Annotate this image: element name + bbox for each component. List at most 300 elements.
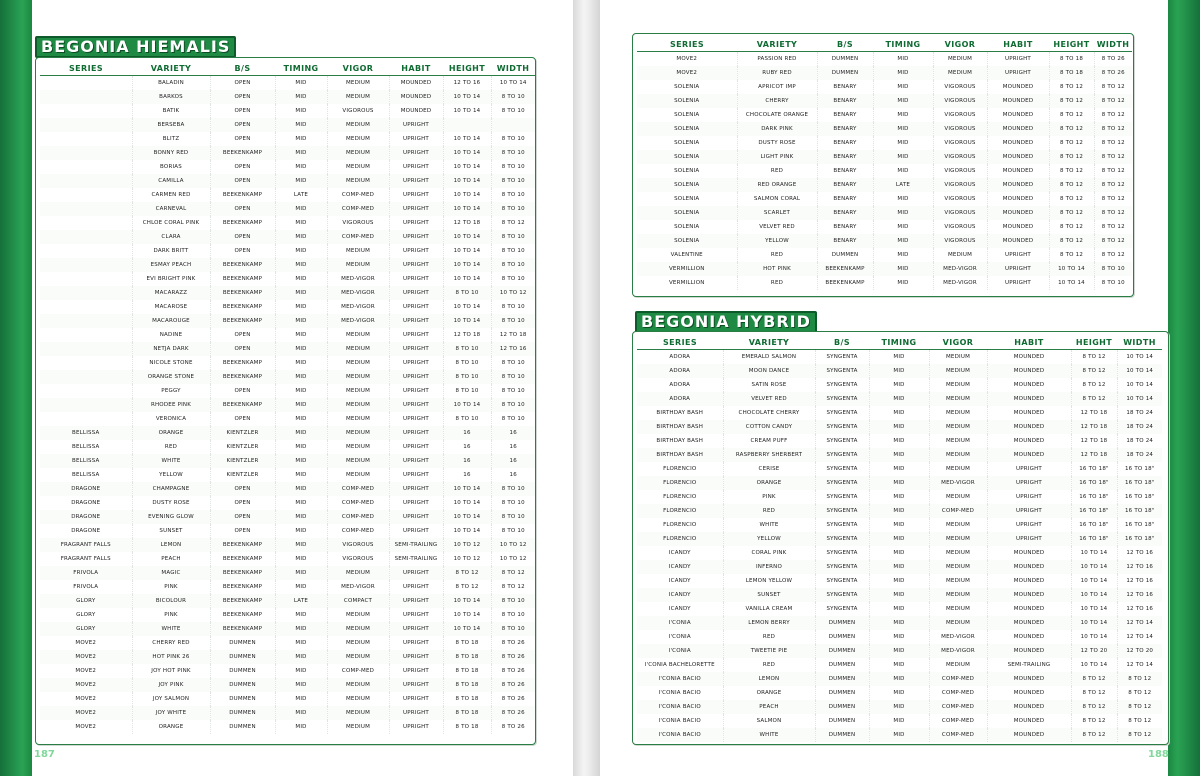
cell-breeder: BENARY [817, 192, 873, 206]
cell-habit: UPRIGHT [389, 132, 443, 146]
cell-timing: MID [869, 434, 929, 448]
right-page-edge [1168, 0, 1200, 776]
table-row [40, 286, 535, 300]
table-row [40, 230, 535, 244]
cell-height: 8 TO 18 [443, 720, 491, 734]
cell-breeder: BEEKENKAMP [210, 272, 275, 286]
cell-height: 10 TO 14 [1071, 658, 1117, 672]
cell-series: SOLENIA [637, 136, 737, 150]
cell-series: ICANDY [637, 588, 723, 602]
cell-habit: MOUNDED [987, 234, 1049, 248]
cell-vigor: MEDIUM [929, 434, 987, 448]
cell-habit: UPRIGHT [987, 532, 1071, 546]
cell-variety: WHITE [723, 728, 815, 742]
cell-vigor: COMP-MED [327, 188, 389, 202]
cell-breeder: DUMMEN [210, 650, 275, 664]
cell-breeder: DUMMEN [210, 692, 275, 706]
cell-height: 10 TO 14 [443, 594, 491, 608]
table-row [637, 700, 1162, 714]
cell-timing: MID [869, 588, 929, 602]
cell-breeder: OPEN [210, 328, 275, 342]
cell-series: GLORY [40, 622, 132, 636]
cell-variety: SATIN ROSE [723, 378, 815, 392]
cell-width: 8 TO 10 [501, 612, 525, 618]
column-header-vigor: VIGOR [327, 61, 389, 76]
cell-series [40, 356, 132, 370]
cell-habit: MOUNDED [987, 108, 1049, 122]
cell-variety: VERONICA [132, 412, 210, 426]
cell-width: 12 TO 16 [1117, 588, 1162, 602]
cell-vigor: VIGOROUS [933, 122, 987, 136]
cell-series: I'CONIA BACIO [637, 714, 723, 728]
cell-variety: CHERRY [737, 94, 817, 108]
cell-breeder: BEEKENKAMP [210, 216, 275, 230]
cell-width: 8 TO 10 [491, 398, 535, 412]
cell-variety: LIGHT PINK [737, 150, 817, 164]
cell-height: 8 TO 12 [1049, 80, 1094, 94]
cell-habit: UPRIGHT [389, 426, 443, 440]
cell-width: 8 TO 12 [1101, 168, 1125, 174]
cell-vigor: MEDIUM [327, 90, 389, 104]
table-row [40, 174, 535, 188]
cell-series: FLORENCIO [637, 532, 723, 546]
cell-height: 12 TO 18 [1071, 406, 1117, 420]
cell-vigor: VIGOROUS [933, 192, 987, 206]
cell-width: 8 TO 10 [501, 304, 525, 310]
table-row [637, 136, 1132, 150]
column-header-series: SERIES [637, 37, 737, 52]
cell-variety: RED ORANGE [737, 178, 817, 192]
table-row [40, 496, 535, 510]
cell-width: 8 TO 12 [1101, 84, 1125, 90]
cell-width: 16 TO 18" [1117, 476, 1162, 490]
cell-series: DRAGONE [40, 524, 132, 538]
cell-variety: BONNY RED [132, 146, 210, 160]
cell-timing: MID [275, 202, 327, 216]
cell-vigor: MEDIUM [929, 378, 987, 392]
cell-series: FLORENCIO [637, 476, 723, 490]
cell-height: 8 TO 12 [1049, 136, 1094, 150]
cell-width: 16 TO 18" [1124, 522, 1155, 528]
cell-series: ICANDY [637, 602, 723, 616]
cell-habit: MOUNDED [987, 406, 1071, 420]
cell-vigor: VIGOROUS [327, 104, 389, 118]
table-row [637, 462, 1162, 476]
cell-width: 8 TO 10 [1101, 280, 1125, 286]
cell-vigor: COMP-MED [327, 482, 389, 496]
cell-width: 8 TO 12 [1101, 196, 1125, 202]
table-row [40, 608, 535, 622]
cell-series: I'CONIA BACIO [637, 728, 723, 742]
cell-timing: MID [869, 602, 929, 616]
cell-breeder: DUMMEN [815, 616, 869, 630]
cell-timing: MID [869, 616, 929, 630]
cell-timing: MID [869, 714, 929, 728]
cell-breeder: SYNGENTA [815, 588, 869, 602]
cell-breeder: SYNGENTA [815, 462, 869, 476]
cell-habit: MOUNDED [987, 588, 1071, 602]
cell-height: 10 TO 14 [443, 608, 491, 622]
table-row [637, 546, 1162, 560]
cell-vigor: VIGOROUS [933, 178, 987, 192]
cell-width: 8 TO 10 [491, 202, 535, 216]
cell-habit: UPRIGHT [389, 356, 443, 370]
cell-breeder: OPEN [210, 384, 275, 398]
cell-height: 8 TO 12 [1071, 672, 1117, 686]
cell-series [40, 188, 132, 202]
cell-timing: MID [275, 146, 327, 160]
cell-width: 8 TO 10 [501, 108, 525, 114]
cell-vigor: MEDIUM [929, 392, 987, 406]
cell-timing: MID [869, 644, 929, 658]
table-row [40, 258, 535, 272]
cell-variety: SALMON [723, 714, 815, 728]
hiemalis-table [40, 61, 535, 734]
cell-vigor: COMP-MED [327, 664, 389, 678]
cell-height: 12 TO 18 [1071, 448, 1117, 462]
cell-variety: ESMAY PEACH [132, 258, 210, 272]
cell-height: 16 TO 18" [1071, 476, 1117, 490]
cell-series: BELLISSA [40, 426, 132, 440]
column-header-habit: HABIT [389, 61, 443, 76]
table-row [637, 448, 1162, 462]
cell-habit: UPRIGHT [389, 342, 443, 356]
cell-vigor: MED-VIGOR [327, 286, 389, 300]
cell-habit: UPRIGHT [987, 476, 1071, 490]
cell-habit: MOUNDED [987, 80, 1049, 94]
cell-variety: RED [737, 164, 817, 178]
cell-series: FLORENCIO [637, 490, 723, 504]
cell-timing: MID [275, 496, 327, 510]
cell-series [40, 328, 132, 342]
cell-vigor: COMP-MED [929, 728, 987, 742]
cell-series: BIRTHDAY BASH [637, 434, 723, 448]
cell-variety: COTTON CANDY [723, 420, 815, 434]
cell-habit: MOUNDED [987, 392, 1071, 406]
cell-breeder: SYNGENTA [815, 378, 869, 392]
cell-breeder: DUMMEN [815, 700, 869, 714]
cell-timing: LATE [873, 178, 933, 192]
table-row [40, 566, 535, 580]
cell-series: SOLENIA [637, 192, 737, 206]
cell-variety: HOT PINK [737, 262, 817, 276]
cell-timing: MID [275, 216, 327, 230]
cell-timing: MID [869, 476, 929, 490]
cell-series [40, 342, 132, 356]
cell-timing: MID [873, 276, 933, 290]
cell-series: I'CONIA BACIO [637, 700, 723, 714]
cell-variety: WHITE [723, 518, 815, 532]
cell-habit: MOUNDED [987, 616, 1071, 630]
table-row [40, 272, 535, 286]
table-row [637, 378, 1162, 392]
cell-habit: UPRIGHT [389, 440, 443, 454]
cell-width: 12 TO 16 [1126, 550, 1154, 556]
column-header-vigor: VIGOR [933, 37, 987, 52]
cell-series [40, 104, 132, 118]
cell-habit: SEMI-TRAILING [987, 658, 1071, 672]
cell-variety: SUNSET [132, 524, 210, 538]
cell-timing: MID [869, 728, 929, 742]
cell-variety: JOY HOT PINK [132, 664, 210, 678]
cell-variety: NICOLE STONE [132, 356, 210, 370]
cell-vigor: MEDIUM [929, 350, 987, 365]
table-row [637, 108, 1132, 122]
cell-width [491, 118, 535, 132]
cell-series: DRAGONE [40, 510, 132, 524]
cell-height: 8 TO 10 [443, 370, 491, 384]
cell-habit: MOUNDED [987, 602, 1071, 616]
cell-series [40, 146, 132, 160]
cell-breeder: DUMMEN [815, 672, 869, 686]
cell-habit: UPRIGHT [389, 566, 443, 580]
cell-timing: MID [275, 622, 327, 636]
table-row [40, 104, 535, 118]
hybrid-title: BEGONIA HYBRID [635, 311, 817, 333]
table-row [637, 52, 1132, 67]
cell-vigor: MEDIUM [929, 490, 987, 504]
cell-habit: MOUNDED [987, 420, 1071, 434]
cell-width: 16 [509, 472, 517, 478]
cell-height: 12 TO 18 [1071, 420, 1117, 434]
cell-vigor: MEDIUM [327, 706, 389, 720]
column-header-width: WIDTH [491, 61, 535, 76]
cell-series: SOLENIA [637, 80, 737, 94]
cell-variety: TWEETIE PIE [723, 644, 815, 658]
cell-height: 12 TO 18 [443, 328, 491, 342]
cell-vigor: MED-VIGOR [933, 276, 987, 290]
cell-series: I'CONIA [637, 644, 723, 658]
cell-vigor: MEDIUM [327, 342, 389, 356]
cell-series: BIRTHDAY BASH [637, 448, 723, 462]
table-row [40, 440, 535, 454]
cell-vigor: COMP-MED [327, 510, 389, 524]
cell-timing: MID [275, 76, 327, 91]
cell-breeder: DUMMEN [815, 644, 869, 658]
cell-series [40, 230, 132, 244]
cell-series [40, 398, 132, 412]
cell-breeder: SYNGENTA [815, 518, 869, 532]
cell-timing: MID [275, 678, 327, 692]
cell-series: SOLENIA [637, 234, 737, 248]
cell-height: 16 TO 18" [1071, 518, 1117, 532]
cell-series: SOLENIA [637, 150, 737, 164]
cell-habit: UPRIGHT [389, 188, 443, 202]
cell-habit: MOUNDED [987, 728, 1071, 742]
cell-breeder: BENARY [817, 94, 873, 108]
table-header-row [40, 61, 535, 76]
cell-vigor: MED-VIGOR [327, 300, 389, 314]
cell-width: 8 TO 12 [1117, 728, 1162, 742]
table-row [637, 574, 1162, 588]
cell-width: 8 TO 10 [501, 528, 525, 534]
cell-series: MOVE2 [637, 52, 737, 67]
cell-height: 8 TO 12 [1071, 378, 1117, 392]
cell-habit: MOUNDED [987, 136, 1049, 150]
cell-series: SOLENIA [637, 108, 737, 122]
cell-variety: BICOLOUR [132, 594, 210, 608]
cell-timing: MID [869, 420, 929, 434]
cell-timing: MID [275, 272, 327, 286]
cell-breeder: DUMMEN [815, 728, 869, 742]
cell-series: FRIVOLA [40, 566, 132, 580]
cell-series: I'CONIA [637, 630, 723, 644]
cell-width: 8 TO 10 [501, 164, 525, 170]
cell-breeder: SYNGENTA [815, 504, 869, 518]
cell-width: 8 TO 10 [491, 230, 535, 244]
cell-breeder: DUMMEN [210, 720, 275, 734]
cell-height: 8 TO 12 [1071, 686, 1117, 700]
cell-habit: UPRIGHT [389, 636, 443, 650]
cell-breeder: BEEKENKAMP [210, 258, 275, 272]
cell-height: 12 TO 20 [1071, 644, 1117, 658]
cell-habit: MOUNDED [389, 104, 443, 118]
cell-vigor: MEDIUM [929, 602, 987, 616]
cell-width: 8 TO 26 [1101, 56, 1125, 62]
cell-vigor: MEDIUM [929, 616, 987, 630]
cell-timing: MID [869, 392, 929, 406]
cell-width: 8 TO 10 [491, 174, 535, 188]
cell-timing: MID [275, 104, 327, 118]
cell-height: 8 TO 18 [443, 636, 491, 650]
cell-height: 16 [443, 440, 491, 454]
cell-habit: MOUNDED [987, 644, 1071, 658]
cell-height: 8 TO 18 [1049, 66, 1094, 80]
table-row [637, 686, 1162, 700]
cell-height [443, 118, 491, 132]
cell-vigor: MEDIUM [327, 566, 389, 580]
cell-series [40, 90, 132, 104]
cell-timing: MID [275, 650, 327, 664]
cell-series: ADORA [637, 364, 723, 378]
cell-vigor: MEDIUM [929, 532, 987, 546]
cell-width: 10 TO 14 [1117, 392, 1162, 406]
cell-habit: MOUNDED [987, 178, 1049, 192]
cell-height: 8 TO 18 [443, 678, 491, 692]
cell-variety: LEMON BERRY [723, 616, 815, 630]
cell-habit: UPRIGHT [389, 216, 443, 230]
cell-vigor: MEDIUM [327, 454, 389, 468]
hybrid-table [637, 335, 1162, 742]
cell-timing: MID [873, 66, 933, 80]
cell-breeder: BEEKENKAMP [210, 566, 275, 580]
table-row [637, 476, 1162, 490]
cell-timing: MID [873, 164, 933, 178]
cell-vigor: COMP-MED [929, 672, 987, 686]
cell-height: 8 TO 12 [443, 580, 491, 594]
cell-timing: MID [275, 580, 327, 594]
cell-variety: JOY SALMON [132, 692, 210, 706]
cell-breeder: BEEKENKAMP [210, 370, 275, 384]
cell-variety: JOY WHITE [132, 706, 210, 720]
cell-variety: RED [723, 658, 815, 672]
cell-habit: MOUNDED [987, 350, 1071, 365]
cell-variety: CHOCOLATE CHERRY [723, 406, 815, 420]
cell-height: 16 [443, 454, 491, 468]
cell-height: 10 TO 14 [443, 496, 491, 510]
cell-timing: MID [275, 412, 327, 426]
cell-timing: MID [869, 462, 929, 476]
cell-height: 8 TO 12 [1049, 220, 1094, 234]
table-row [637, 518, 1162, 532]
book-spine [573, 0, 600, 776]
cell-variety: APRICOT IMP [737, 80, 817, 94]
cell-width: 16 [491, 426, 535, 440]
table-row [637, 150, 1132, 164]
cell-breeder: OPEN [210, 524, 275, 538]
table-row [637, 630, 1162, 644]
cell-breeder: SYNGENTA [815, 406, 869, 420]
cell-variety: CLARA [132, 230, 210, 244]
cell-variety: WHITE [132, 622, 210, 636]
cell-habit: UPRIGHT [987, 248, 1049, 262]
cell-height: 10 TO 12 [443, 552, 491, 566]
cell-vigor: MEDIUM [327, 720, 389, 734]
cell-variety: RHODEE PINK [132, 398, 210, 412]
cell-vigor: COMP-MED [929, 714, 987, 728]
table-row [637, 392, 1162, 406]
cell-vigor: MEDIUM [929, 420, 987, 434]
cell-habit: MOUNDED [987, 94, 1049, 108]
table-row [40, 692, 535, 706]
cell-width: 12 TO 14 [1117, 616, 1162, 630]
table-row [637, 658, 1162, 672]
cell-breeder: DUMMEN [815, 714, 869, 728]
cell-series [40, 244, 132, 258]
cell-variety: ORANGE [723, 686, 815, 700]
cell-timing: MID [869, 448, 929, 462]
cell-series: I'CONIA BACHELORETTE [637, 658, 723, 672]
table-row [40, 188, 535, 202]
cell-height: 10 TO 14 [1071, 602, 1117, 616]
cell-breeder: OPEN [210, 496, 275, 510]
cell-width: 8 TO 12 [501, 584, 525, 590]
cell-variety: JOY PINK [132, 678, 210, 692]
table-row [637, 122, 1132, 136]
cell-breeder: BEEKENKAMP [210, 188, 275, 202]
cell-series [40, 384, 132, 398]
cell-height: 10 TO 14 [443, 132, 491, 146]
cell-breeder: KIENTZLER [210, 468, 275, 482]
cell-vigor: VIGOROUS [327, 552, 389, 566]
column-header-height: HEIGHT [1071, 335, 1117, 350]
cell-width: 8 TO 12 [1094, 150, 1132, 164]
cell-habit: UPRIGHT [389, 594, 443, 608]
table-row [40, 216, 535, 230]
table-row [40, 524, 535, 538]
cell-series: GLORY [40, 608, 132, 622]
cell-vigor: MEDIUM [327, 174, 389, 188]
cell-height: 10 TO 14 [1071, 630, 1117, 644]
cell-variety: CARNEVAL [132, 202, 210, 216]
cell-timing: MID [873, 94, 933, 108]
cell-breeder: KIENTZLER [210, 454, 275, 468]
column-header-series: SERIES [40, 61, 132, 76]
cell-vigor: MEDIUM [327, 412, 389, 426]
cell-variety: YELLOW [723, 532, 815, 546]
cell-series: BELLISSA [40, 440, 132, 454]
cell-timing: MID [275, 524, 327, 538]
cell-series: SOLENIA [637, 94, 737, 108]
cell-variety: PEACH [723, 700, 815, 714]
cell-height: 10 TO 14 [443, 146, 491, 160]
cell-height: 10 TO 14 [443, 160, 491, 174]
cell-timing: MID [873, 206, 933, 220]
cell-series: MOVE2 [40, 650, 132, 664]
cell-habit: UPRIGHT [389, 118, 443, 132]
cell-height: 8 TO 12 [1049, 94, 1094, 108]
cell-breeder: OPEN [210, 244, 275, 258]
